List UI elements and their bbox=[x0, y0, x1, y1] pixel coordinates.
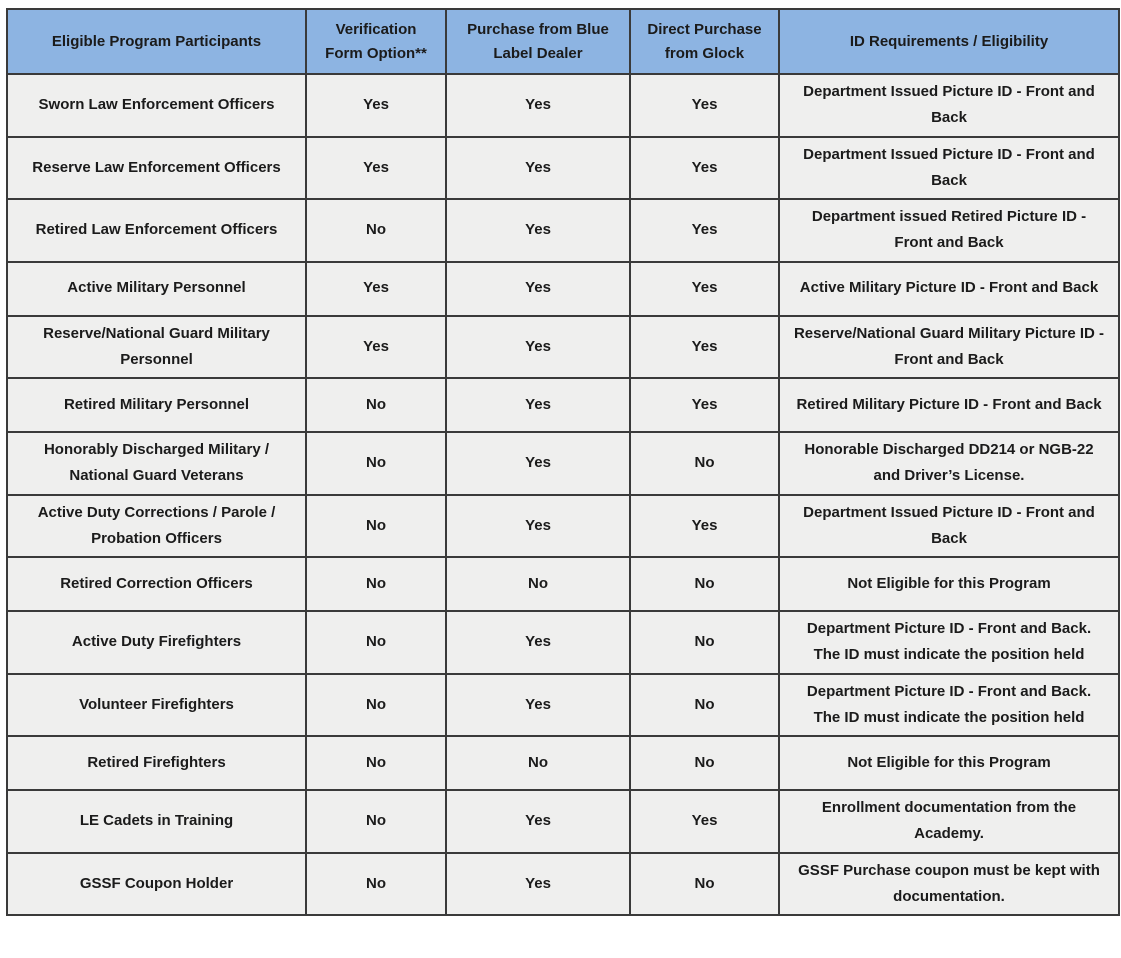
column-header-verification-form: Verification Form Option** bbox=[306, 9, 446, 74]
cell-participant: Sworn Law Enforcement Officers bbox=[7, 74, 306, 137]
cell-verification: Yes bbox=[306, 137, 446, 200]
cell-blue_label: Yes bbox=[446, 495, 630, 558]
cell-blue_label: Yes bbox=[446, 74, 630, 137]
cell-participant: Retired Correction Officers bbox=[7, 557, 306, 611]
cell-verification: No bbox=[306, 378, 446, 432]
table-header bbox=[7, 9, 1119, 74]
cell-direct: No bbox=[630, 611, 779, 674]
cell-blue_label: No bbox=[446, 736, 630, 790]
table-row bbox=[7, 495, 1119, 558]
table-row bbox=[7, 378, 1119, 432]
cell-direct: Yes bbox=[630, 199, 779, 262]
cell-id_req: Retired Military Picture ID - Front and Back bbox=[779, 378, 1119, 432]
table-body bbox=[7, 74, 1119, 915]
cell-id_req: Not Eligible for this Program bbox=[779, 557, 1119, 611]
cell-verification: No bbox=[306, 790, 446, 853]
column-header-id-requirements: ID Requirements / Eligibility bbox=[779, 9, 1119, 74]
cell-participant: Reserve Law Enforcement Officers bbox=[7, 137, 306, 200]
cell-participant: LE Cadets in Training bbox=[7, 790, 306, 853]
cell-blue_label: Yes bbox=[446, 199, 630, 262]
cell-direct: No bbox=[630, 674, 779, 737]
table-row bbox=[7, 316, 1119, 379]
cell-direct: Yes bbox=[630, 316, 779, 379]
cell-blue_label: Yes bbox=[446, 378, 630, 432]
cell-participant: Active Duty Corrections / Parole / Probation Officers bbox=[7, 495, 306, 558]
cell-verification: Yes bbox=[306, 262, 446, 316]
column-header-direct-purchase: Direct Purchase from Glock bbox=[630, 9, 779, 74]
cell-verification: No bbox=[306, 199, 446, 262]
cell-blue_label: No bbox=[446, 557, 630, 611]
column-header-blue-label-dealer: Purchase from Blue Label Dealer bbox=[446, 9, 630, 74]
cell-blue_label: Yes bbox=[446, 262, 630, 316]
cell-direct: Yes bbox=[630, 137, 779, 200]
cell-participant: Active Duty Firefighters bbox=[7, 611, 306, 674]
cell-direct: Yes bbox=[630, 262, 779, 316]
cell-direct: Yes bbox=[630, 790, 779, 853]
cell-participant: Retired Military Personnel bbox=[7, 378, 306, 432]
cell-verification: Yes bbox=[306, 316, 446, 379]
cell-blue_label: Yes bbox=[446, 853, 630, 916]
cell-direct: No bbox=[630, 432, 779, 495]
cell-id_req: Department Issued Picture ID - Front and Back bbox=[779, 137, 1119, 200]
cell-participant: Honorably Discharged Military / National Guard Veterans bbox=[7, 432, 306, 495]
cell-blue_label: Yes bbox=[446, 316, 630, 379]
table-row bbox=[7, 674, 1119, 737]
cell-blue_label: Yes bbox=[446, 432, 630, 495]
cell-verification: No bbox=[306, 557, 446, 611]
cell-direct: Yes bbox=[630, 378, 779, 432]
cell-id_req: Honorable Discharged DD214 or NGB-22 and Driver’s License. bbox=[779, 432, 1119, 495]
cell-participant: Volunteer Firefighters bbox=[7, 674, 306, 737]
table-row bbox=[7, 137, 1119, 200]
cell-id_req: Department Issued Picture ID - Front and Back bbox=[779, 74, 1119, 137]
table-row bbox=[7, 432, 1119, 495]
cell-id_req: Active Military Picture ID - Front and Back bbox=[779, 262, 1119, 316]
cell-participant: Active Military Personnel bbox=[7, 262, 306, 316]
cell-direct: Yes bbox=[630, 495, 779, 558]
cell-id_req: Enrollment documentation from the Academy. bbox=[779, 790, 1119, 853]
cell-verification: No bbox=[306, 432, 446, 495]
cell-id_req: Department Issued Picture ID - Front and Back bbox=[779, 495, 1119, 558]
cell-id_req: Not Eligible for this Program bbox=[779, 736, 1119, 790]
table-row bbox=[7, 611, 1119, 674]
table-row bbox=[7, 736, 1119, 790]
cell-participant: Retired Law Enforcement Officers bbox=[7, 199, 306, 262]
cell-blue_label: Yes bbox=[446, 674, 630, 737]
cell-id_req: Department Picture ID - Front and Back. The ID must indicate the position held bbox=[779, 674, 1119, 737]
cell-blue_label: Yes bbox=[446, 790, 630, 853]
cell-id_req: Department issued Retired Picture ID - Front and Back bbox=[779, 199, 1119, 262]
cell-direct: No bbox=[630, 853, 779, 916]
header-row bbox=[7, 9, 1119, 74]
cell-id_req: GSSF Purchase coupon must be kept with documentation. bbox=[779, 853, 1119, 916]
cell-participant: Reserve/National Guard Military Personnel bbox=[7, 316, 306, 379]
column-header-participants: Eligible Program Participants bbox=[7, 9, 306, 74]
table-row bbox=[7, 853, 1119, 916]
cell-blue_label: Yes bbox=[446, 611, 630, 674]
cell-verification: No bbox=[306, 736, 446, 790]
eligibility-table bbox=[6, 8, 1120, 916]
cell-direct: No bbox=[630, 736, 779, 790]
cell-direct: Yes bbox=[630, 74, 779, 137]
cell-blue_label: Yes bbox=[446, 137, 630, 200]
cell-verification: No bbox=[306, 611, 446, 674]
cell-verification: No bbox=[306, 853, 446, 916]
table-row bbox=[7, 262, 1119, 316]
cell-participant: GSSF Coupon Holder bbox=[7, 853, 306, 916]
table-row bbox=[7, 199, 1119, 262]
cell-verification: No bbox=[306, 674, 446, 737]
table-row bbox=[7, 790, 1119, 853]
cell-verification: Yes bbox=[306, 74, 446, 137]
cell-participant: Retired Firefighters bbox=[7, 736, 306, 790]
cell-id_req: Reserve/National Guard Military Picture ID - Front and Back bbox=[779, 316, 1119, 379]
cell-id_req: Department Picture ID - Front and Back. The ID must indicate the position held bbox=[779, 611, 1119, 674]
cell-direct: No bbox=[630, 557, 779, 611]
table-row bbox=[7, 74, 1119, 137]
table-row bbox=[7, 557, 1119, 611]
cell-verification: No bbox=[306, 495, 446, 558]
